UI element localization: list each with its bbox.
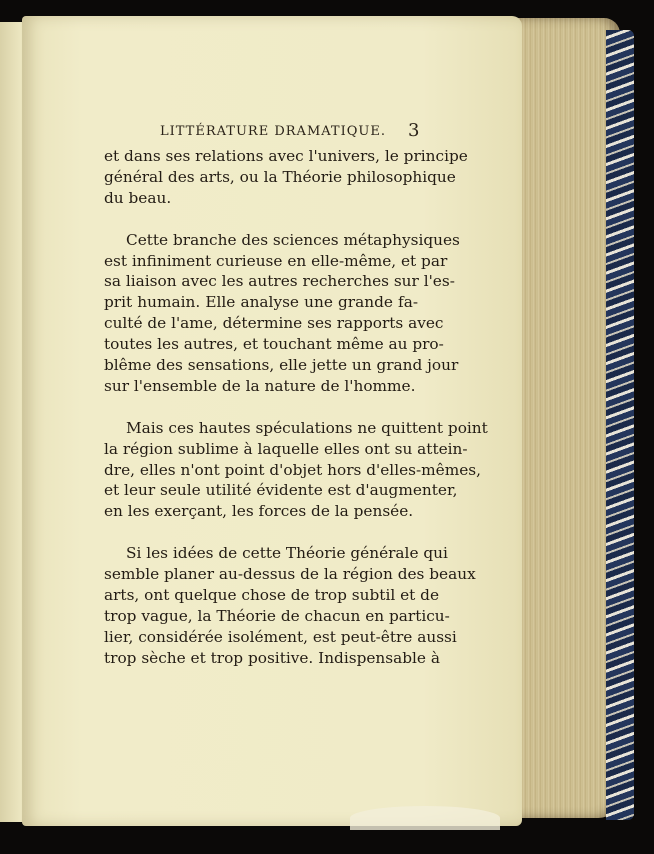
paragraph-gap <box>104 522 418 543</box>
text-line: blême des sensations, elle jette un grand jour <box>104 356 459 375</box>
text-line: sa liaison avec les autres recherches sur l'es- <box>104 272 455 291</box>
text-line: dre, elles n'ont point d'objet hors d'elles-mêmes, <box>104 460 481 479</box>
text-line: général des arts, ou la Théorie philosophique <box>104 167 456 186</box>
text-line: prit humain. Elle analyse une grande fa- <box>104 293 418 312</box>
marbled-cover <box>606 30 634 820</box>
text-line: Cette branche des sciences métaphysiques <box>126 230 460 249</box>
text-line: la région sublime à laquelle elles ont su attein- <box>104 439 468 458</box>
text-line: culté de l'ame, détermine ses rapports avec <box>104 314 444 333</box>
text-line: sur l'ensemble de la nature de l'homme. <box>104 376 416 395</box>
text-line: en les exerçant, les forces de la pensée. <box>104 502 414 521</box>
text-line: est infiniment curieuse en elle-même, et par <box>104 251 448 270</box>
page-edges <box>512 18 620 818</box>
text-line: semble planer au-dessus de la région des beaux <box>104 565 476 584</box>
text-line: toutes les autres, et touchant même au pro- <box>104 335 444 354</box>
text-line: arts, ont quelque chose de trop subtil et de <box>104 585 439 604</box>
text-line: lier, considérée isolément, est peut-être aussi <box>104 627 457 646</box>
text-line: Si les idées de cette Théorie générale qui <box>126 544 448 563</box>
page-number: 3 <box>408 120 421 141</box>
running-head: LITTÉRATURE DRAMATIQUE. <box>160 124 386 139</box>
text-line: trop vague, la Théorie de chacun en particu- <box>104 606 450 625</box>
text-line: trop sèche et trop positive. Indispensable à <box>104 648 440 667</box>
paragraph-gap <box>104 209 418 230</box>
page-fold <box>350 806 500 830</box>
page-text <box>104 146 488 669</box>
text-line: Mais ces hautes spéculations ne quittent point <box>126 418 488 437</box>
text-line: et dans ses relations avec l'univers, le principe <box>104 147 468 165</box>
paragraph-gap <box>104 397 418 418</box>
text-line: du beau. <box>104 188 172 207</box>
text-line: et leur seule utilité évidente est d'augmenter, <box>104 481 458 500</box>
